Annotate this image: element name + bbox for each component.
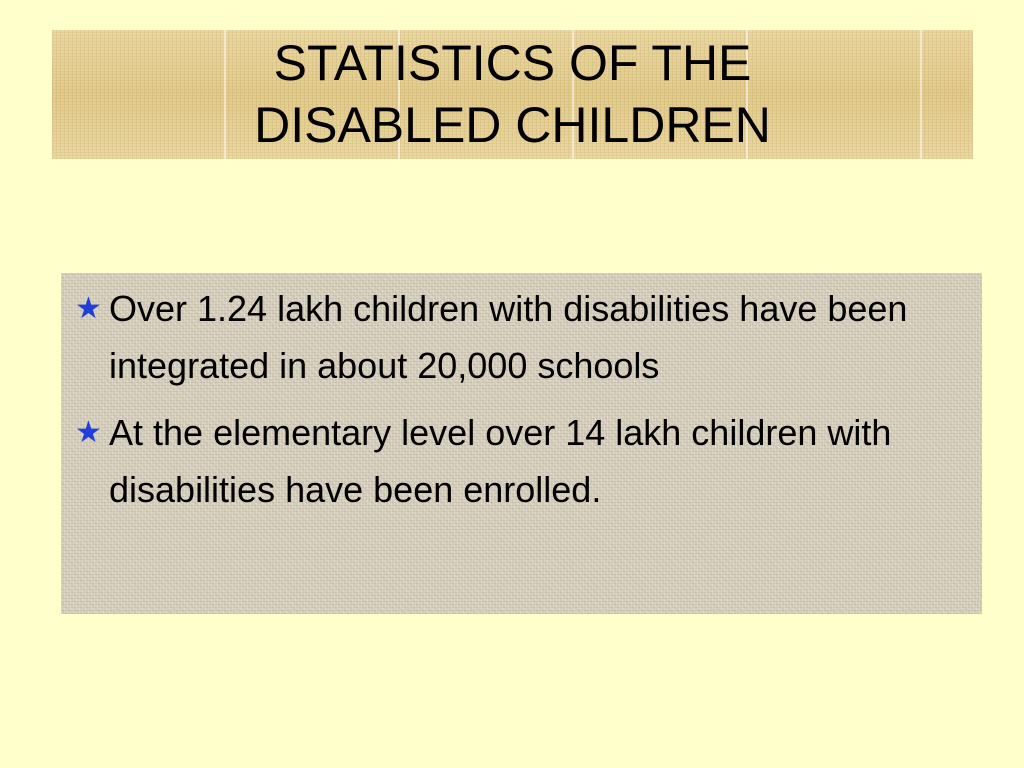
bullet-text: Over 1.24 lakh children with disabilities have been integrated in about 20,000 schools	[109, 288, 908, 386]
title-line-1: STATISTICS OF THE	[273, 35, 752, 91]
star-icon: ★	[75, 416, 102, 449]
bullet-list	[73, 280, 953, 528]
bullet-text: At the elementary level over 14 lakh children with disabilities have been enrolled.	[109, 412, 892, 510]
title-line-2: DISABLED CHILDREN	[254, 97, 771, 153]
list-item	[73, 404, 953, 518]
list-item	[73, 280, 953, 394]
star-icon: ★	[75, 292, 102, 325]
page-title	[52, 30, 973, 156]
